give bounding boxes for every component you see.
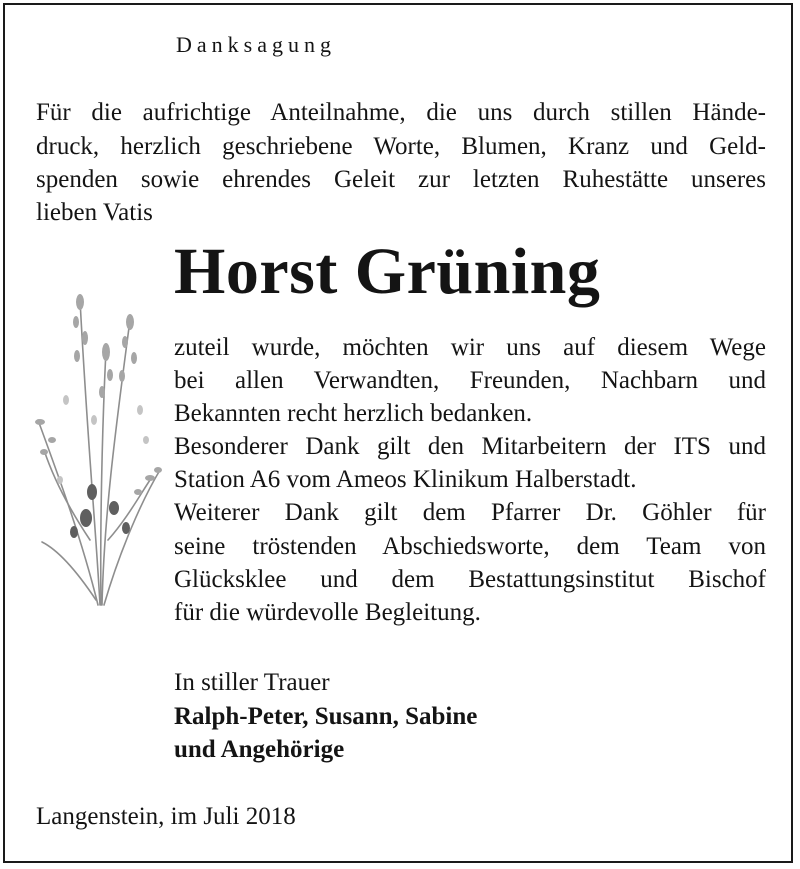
intro-line-4: lieben Vatis (36, 199, 153, 226)
body-line-7: seine tröstenden Abschiedsworte, dem Team von (174, 533, 766, 560)
notice-heading: Danksagung (176, 32, 336, 57)
deceased-name: Horst Grüning (174, 235, 601, 308)
mourners-relatives: und Angehörige (174, 736, 345, 763)
intro-line-2: druck, herzlich geschriebene Worte, Blumen, Kranz und Geld- (36, 133, 766, 160)
intro-line-3: spenden sowie ehrendes Geleit zur letzten Ruhestätte unseres (36, 166, 766, 193)
body-line-9: für die würdevolle Begleitung. (174, 599, 481, 626)
mourners-names: Ralph-Peter, Susann, Sabine (174, 703, 478, 730)
mourning-line: In stiller Trauer (174, 669, 330, 696)
body-line-1: zuteil wurde, möchten wir uns auf diesem Wege (174, 334, 766, 361)
place-date: Langenstein, im Juli 2018 (36, 803, 296, 830)
body-line-2: bei allen Verwandten, Freunden, Nachbarn und (174, 367, 766, 394)
grass-flower-illustration-icon (30, 280, 165, 610)
body-line-3: Bekannten recht herzlich bedanken. (174, 400, 533, 427)
body-line-6: Weiterer Dank gilt dem Pfarrer Dr. Göhler für (174, 499, 766, 526)
body-line-5: Station A6 vom Ameos Klinikum Halberstadt. (174, 466, 637, 493)
body-line-8: Glücksklee und dem Bestattungsinstitut Bischof (174, 566, 766, 593)
body-line-4: Besonderer Dank gilt den Mitarbeitern der ITS und (174, 433, 766, 460)
intro-line-1: Für die aufrichtige Anteilnahme, die uns durch stillen Hände- (36, 99, 766, 126)
